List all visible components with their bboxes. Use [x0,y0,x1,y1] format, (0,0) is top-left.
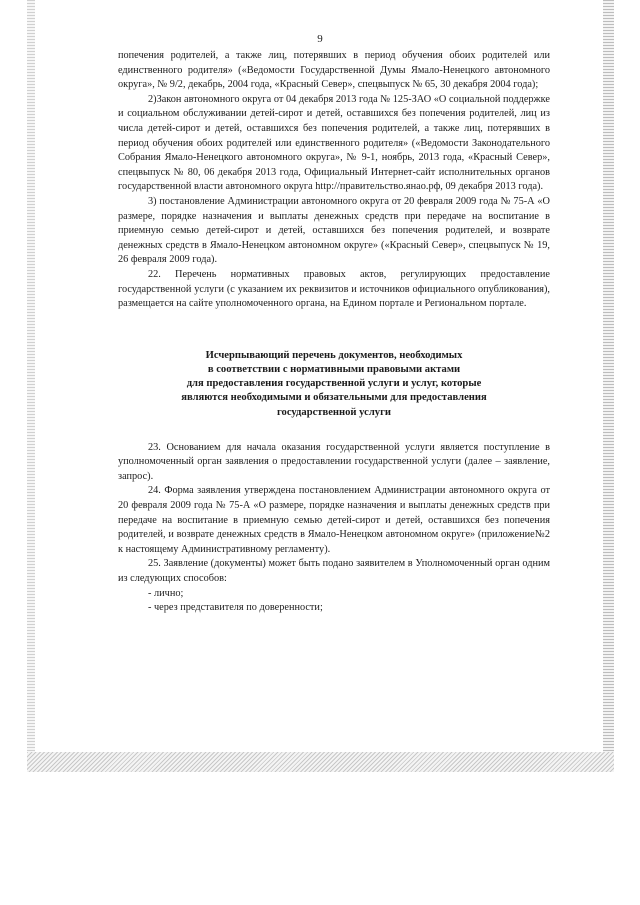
heading-line: являются необходимыми и обязательными для предоставления [181,392,487,404]
document-body [118,49,550,616]
heading-line: Исчерпывающий перечень документов, необходимых [205,349,463,361]
scan-border-bottom [27,752,614,772]
section-heading [118,349,550,420]
scan-border-left [27,0,35,770]
paragraph-law-2: 2)Закон автономного округа от 04 декабря 2013 года № 125-ЗАО «О социальной поддержке и социальном обслуживании детей-сирот и детей, оставшихся без попечения родителей, лиц из числа детей-сирот и детей, оставшихся без попечения родителей, а также лиц, потерявших в период обучения обоих родителей или единственного родителя» («Ведомости Законодательного Собрания Ямало-Ненецкого автономного округа», № 9-1, ноябрь, 2013 года, «Красный Север», спецвыпуск № 80, 06 декабря 2013 года, Официальный Интернет-сайт исполнительных органов государственной власти автономного округа http://правительство.янао.рф, 09 декабря 2013 года). [118,93,550,193]
list-item: - через представителя по доверенности; [148,602,323,614]
heading-line: для предоставления государственной услуги и услуг, которые [186,378,482,390]
heading-line: государственной услуги [277,406,391,418]
list-item: - лично; [148,587,184,599]
page-number: 9 [317,33,323,45]
paragraph-24: 24. Форма заявления утверждена постановлением Администрации автономного округа от 20 февраля 2009 года № 75-А «О размере, порядке назначения и выплаты денежных средств при передаче на воспитание в приемную семью детей-сирот и детей, оставшихся без попечения родителей, и возврате денежных средств в Ямало-Ненецком автономном округе» (приложение№2 к настоящему Административному регламенту). [118,485,550,555]
paragraph-continuation: попечения родителей, а также лиц, потерявших в период обучения обоих родителей или единственного родителя» («Ведомости Государственной Думы Ямало-Ненецкого автономного округа», № 9/2, декабрь, 2004 года, «Красный Север», спецвыпуск № 65, 30 декабря 2004 года); [118,50,550,91]
paragraph-22: 22. Перечень нормативных правовых актов, регулирующих предоставление государственной услуги (с указанием их реквизитов и источников официального опубликования), размещается на сайте уполномоченного органа, на Едином портале и Региональном портале. [118,268,550,310]
scan-border-right [603,0,614,770]
paragraph-23: 23. Основанием для начала оказания государственной услуги является поступление в уполномоченный орган заявления о предоставлении государственной услуги (далее – заявление, запрос). [118,441,550,482]
heading-line: в соответствии с нормативными правовыми актами [207,363,461,375]
paragraph-resolution-3: 3) постановление Администрации автономного округа от 20 февраля 2009 года № 75-А «О размере, порядке назначения и выплаты денежных средств при передаче на воспитание в приемную семью детей-сирот и детей, оставшихся без попечения родителей, и возврате денежных средств в Ямало-Ненецком автономном округе» («Красный Север», спецвыпуск № 19, 26 февраля 2009 года). [118,195,550,266]
paragraph-25: 25. Заявление (документы) может быть подано заявителем в Уполномоченный орган одним из следующих способов: [118,558,550,585]
